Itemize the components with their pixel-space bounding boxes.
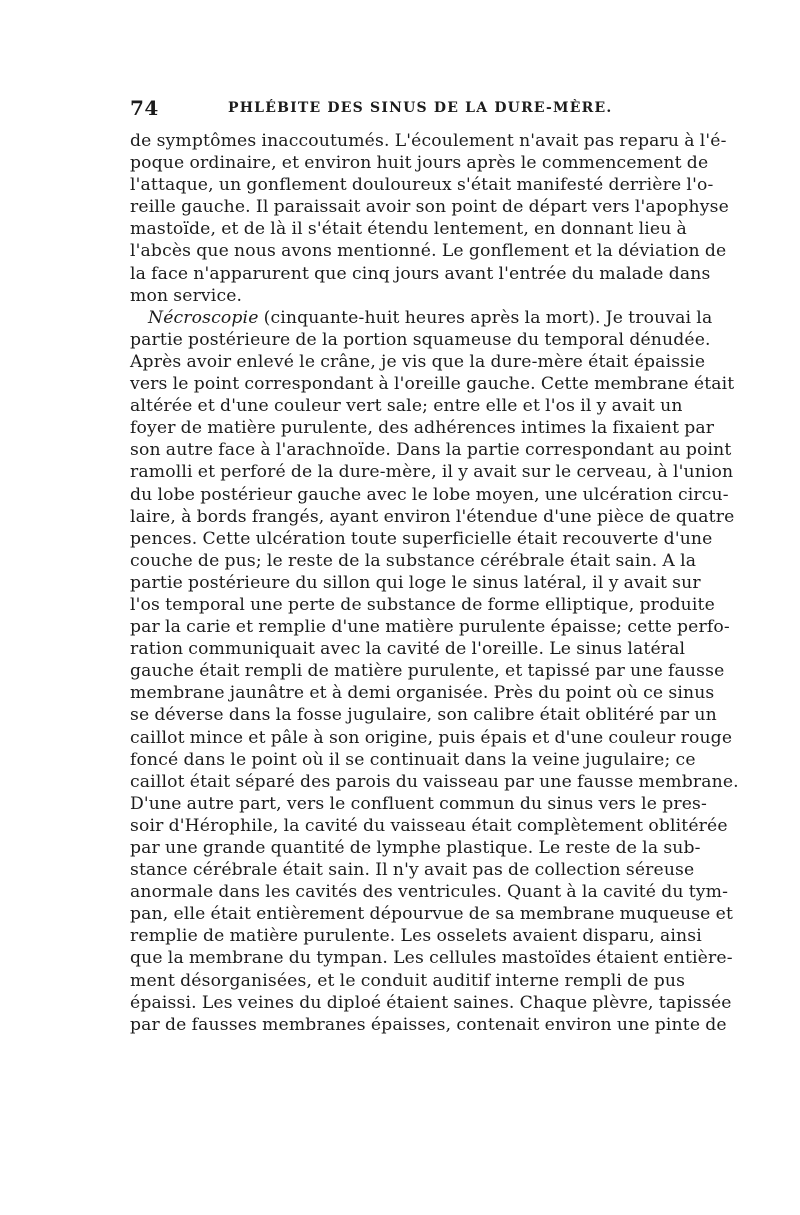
necroscopy-line-rest: (cinquante-huit heures après la mort). Je trouvai la <box>258 307 713 328</box>
text-line: l'os temporal une perte de substance de forme elliptique, produite <box>130 594 715 615</box>
text-line: reille gauche. Il paraissait avoir son point de départ vers l'apophyse <box>130 197 729 218</box>
text-line: son autre face à l'arachnoïde. Dans la partie correspondant au point <box>130 440 732 461</box>
text-line: gauche était rempli de matière purulente, et tapissé par une fausse <box>130 661 725 682</box>
text-line: laire, à bords frangés, ayant environ l'étendue d'une pièce de quatre <box>130 506 735 527</box>
text-line: de symptômes inaccoutumés. L'écoulement n'avait pas reparu à l'é- <box>130 131 727 151</box>
text-line: mon service. <box>130 285 243 306</box>
text-line: vers le point correspondant à l'oreille gauche. Cette membrane était <box>130 374 735 395</box>
necroscopy-term: Nécroscopie <box>148 307 259 328</box>
running-title: PHLÉBITE DES SINUS DE LA DURE-MÈRE. <box>228 100 613 116</box>
text-line: l'attaque, un gonflement douloureux s'était manifesté derrière l'o- <box>130 175 714 196</box>
text-line: l'abcès que nous avons mentionné. Le gonflement et la déviation de <box>130 241 727 262</box>
page-header <box>130 96 670 126</box>
text-line: Après avoir enlevé le crâne, je vis que la dure-mère était épaissie <box>130 351 706 372</box>
text-line: que la membrane du tympan. Les cellules mastoïdes étaient entière- <box>130 948 733 969</box>
text-line: par une grande quantité de lymphe plastique. Le reste de la sub- <box>130 838 701 858</box>
text-line: couche de pus; le reste de la substance cérébrale était sain. A la <box>130 550 697 571</box>
text-line: la face n'apparurent que cinq jours avant l'entrée du malade dans <box>130 263 711 284</box>
text-line: du lobe postérieur gauche avec le lobe moyen, une ulcération circu- <box>130 484 729 505</box>
text-line: remplie de matière purulente. Les osselets avaient disparu, ainsi <box>130 926 702 947</box>
text-line: épaissi. Les veines du diploé étaient saines. Chaque plèvre, tapissée <box>130 992 732 1013</box>
text-line: membrane jaunâtre et à demi organisée. Près du point où ce sinus <box>130 683 715 704</box>
text-line: altérée et d'une couleur vert sale; entre elle et l'os il y avait un <box>130 396 683 417</box>
text-line: partie postérieure de la portion squameuse du temporal dénudée. <box>130 329 711 350</box>
text-line: soir d'Hérophile, la cavité du vaisseau était complètement oblitérée <box>130 815 728 836</box>
text-line: foncé dans le point où il se continuait dans la veine jugulaire; ce <box>130 749 696 770</box>
text-line: foyer de matière purulente, des adhérences intimes la fixaient par <box>130 418 715 439</box>
text-line: anormale dans les cavités des ventricules. Quant à la cavité du tym- <box>130 882 729 903</box>
text-line: partie postérieure du sillon qui loge le sinus latéral, il y avait sur <box>130 572 701 593</box>
text-line: par de fausses membranes épaisses, contenait environ une pinte de <box>130 1014 727 1035</box>
text-line: pan, elle était entièrement dépourvue de sa membrane muqueuse et <box>130 904 733 925</box>
text-line: ramolli et perforé de la dure-mère, il y avait sur le cerveau, à l'union <box>130 462 734 483</box>
body-text <box>130 130 739 1036</box>
text-line: caillot était séparé des parois du vaisseau par une fausse membrane. <box>130 771 739 792</box>
page-number: 74 <box>130 96 159 120</box>
text-line: ration communiquait avec la cavité de l'oreille. Le sinus latéral <box>130 639 686 660</box>
necroscopy-paragraph-start <box>130 307 713 329</box>
text-line: mastoïde, et de là il s'était étendu lentement, en donnant lieu à <box>130 219 687 240</box>
text-line: ment désorganisées, et le conduit auditif interne rempli de pus <box>130 970 686 991</box>
book-page <box>130 96 739 1036</box>
text-line: poque ordinaire, et environ huit jours après le commencement de <box>130 153 709 174</box>
text-line: se déverse dans la fosse jugulaire, son calibre était oblitéré par un <box>130 705 717 726</box>
text-line: D'une autre part, vers le confluent commun du sinus vers le pres- <box>130 793 707 814</box>
text-line: par la carie et remplie d'une matière purulente épaisse; cette perfo- <box>130 617 730 638</box>
text-line: pences. Cette ulcération toute superficielle était recouverte d'une <box>130 528 713 549</box>
text-line: stance cérébrale était sain. Il n'y avait pas de collection séreuse <box>130 860 695 881</box>
text-line: caillot mince et pâle à son origine, puis épais et d'une couleur rouge <box>130 727 733 748</box>
